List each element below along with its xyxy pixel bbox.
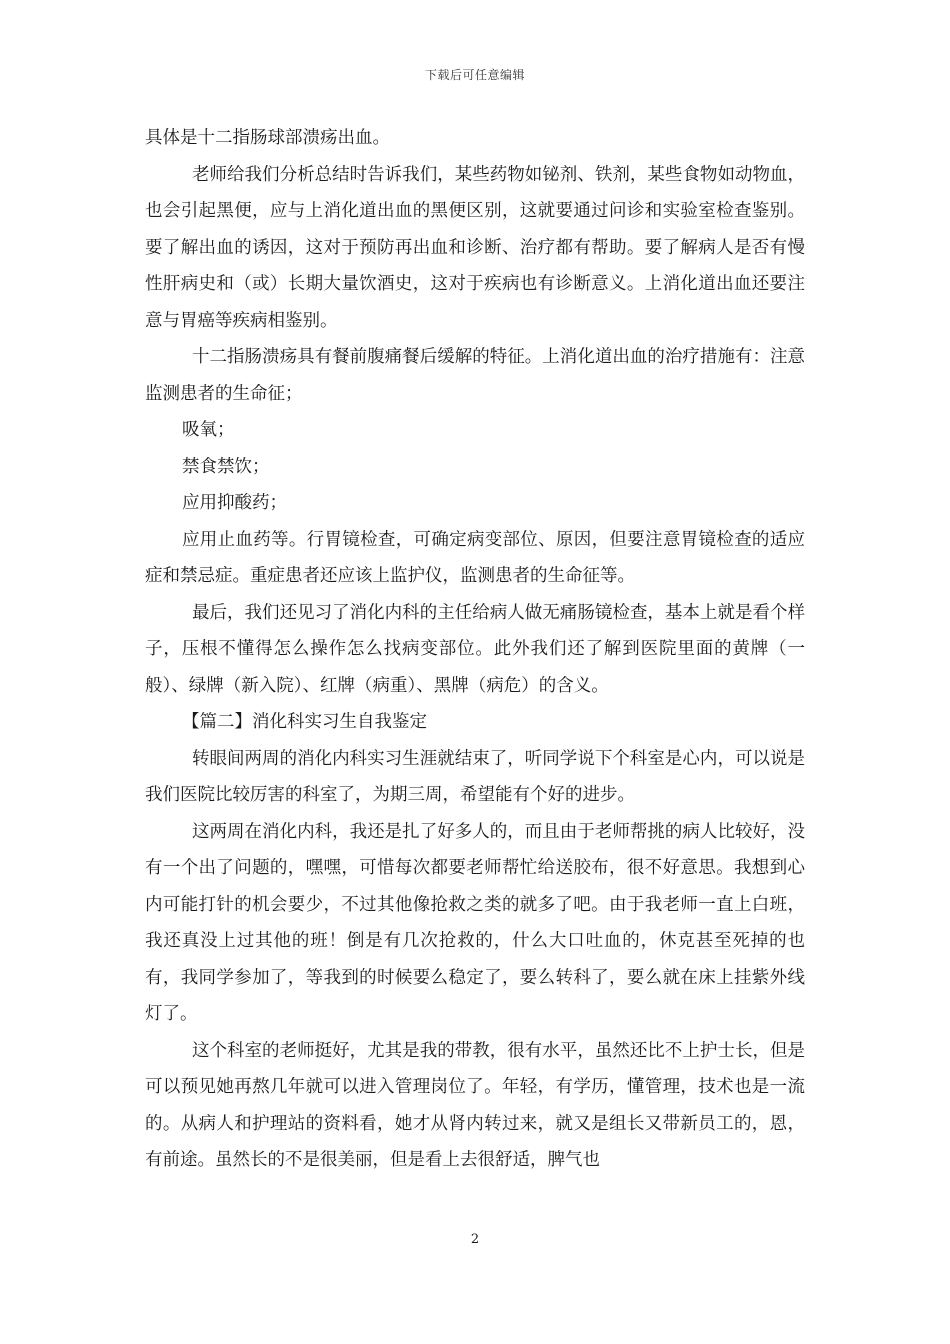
paragraph-10: 转眼间两周的消化内科实习生涯就结束了，听同学说下个科室是心内，可以说是我们医院比较厉害的科室了，为期三周，希望能有个好的进步。: [145, 748, 805, 805]
paragraph-5: 禁食禁饮；: [182, 456, 270, 477]
paragraph-8: 最后，我们还见习了消化内科的主任给病人做无痛肠镜检查，基本上就是看个样子，压根不懂得怎么操作怎么找病变部位。此外我们还了解到医院里面的黄牌（一般）、绿牌（新入院）、红牌（病重）、黑牌（病危）的含义。: [145, 602, 805, 696]
paragraph-1: 具体是十二指肠球部溃疡出血。: [145, 128, 390, 148]
page-number: 2: [470, 1232, 480, 1247]
document-body: [145, 120, 805, 1179]
paragraph-11: 这两周在消化内科，我还是扎了好多人的，而且由于老师帮挑的病人比较好，没有一个出了问题的，嘿嘿，可惜每次都要老师帮忙给送胶布，很不好意思。我想到心内可能打针的机会要少，不过其他像抢救之类的就多了吧。由于我老师一直上白班，我还真没上过其他的班！倒是有几次抢救的，什么大口吐血的，休克甚至死掉的也有，我同学参加了，等我到的时候要么稳定了，要么转科了，要么就在床上挂紫外线灯了。: [145, 821, 805, 1024]
paragraph-4: 吸氧；: [182, 420, 235, 440]
paragraph-12: 这个科室的老师挺好，尤其是我的带教，很有水平，虽然还比不上护士长，但是可以预见她再熬几年就可以进入管理岗位了。年轻，有学历，懂管理，技术也是一流的。从病人和护理站的资料看，她才从肾内转过来，就又是组长又带新员工的，恩，有前途。虽然长的不是很美丽，但是看上去很舒适，脾气也: [145, 1040, 805, 1170]
paragraph-7: 应用止血药等。行胃镜检查，可确定病变部位、原因，但要注意胃镜检查的适应症和禁忌症。重症患者还应该上监护仪，监测患者的生命征等。: [145, 529, 805, 586]
page-header: 下载后可任意编辑: [424, 68, 525, 82]
paragraph-6: 应用抑酸药；: [182, 493, 287, 513]
section-heading: 【篇二】消化科实习生自我鉴定: [182, 712, 427, 732]
paragraph-2: 老师给我们分析总结时告诉我们，某些药物如铋剂、铁剂，某些食物如动物血，也会引起黑便，应与上消化道出血的黑便区别，这就要通过问诊和实验室检查鉴别。要了解出血的诱因，这对于预防再出血和诊断、治疗都有帮助。要了解病人是否有慢性肝病史和（或）长期大量饮酒史，这对于疾病也有诊断意义。上消化道出血还要注意与胃癌等疾病相鉴别。: [145, 164, 805, 331]
paragraph-3: 十二指肠溃疡具有餐前腹痛餐后缓解的特征。上消化道出血的治疗措施有：注意监测患者的生命征；: [145, 347, 805, 404]
